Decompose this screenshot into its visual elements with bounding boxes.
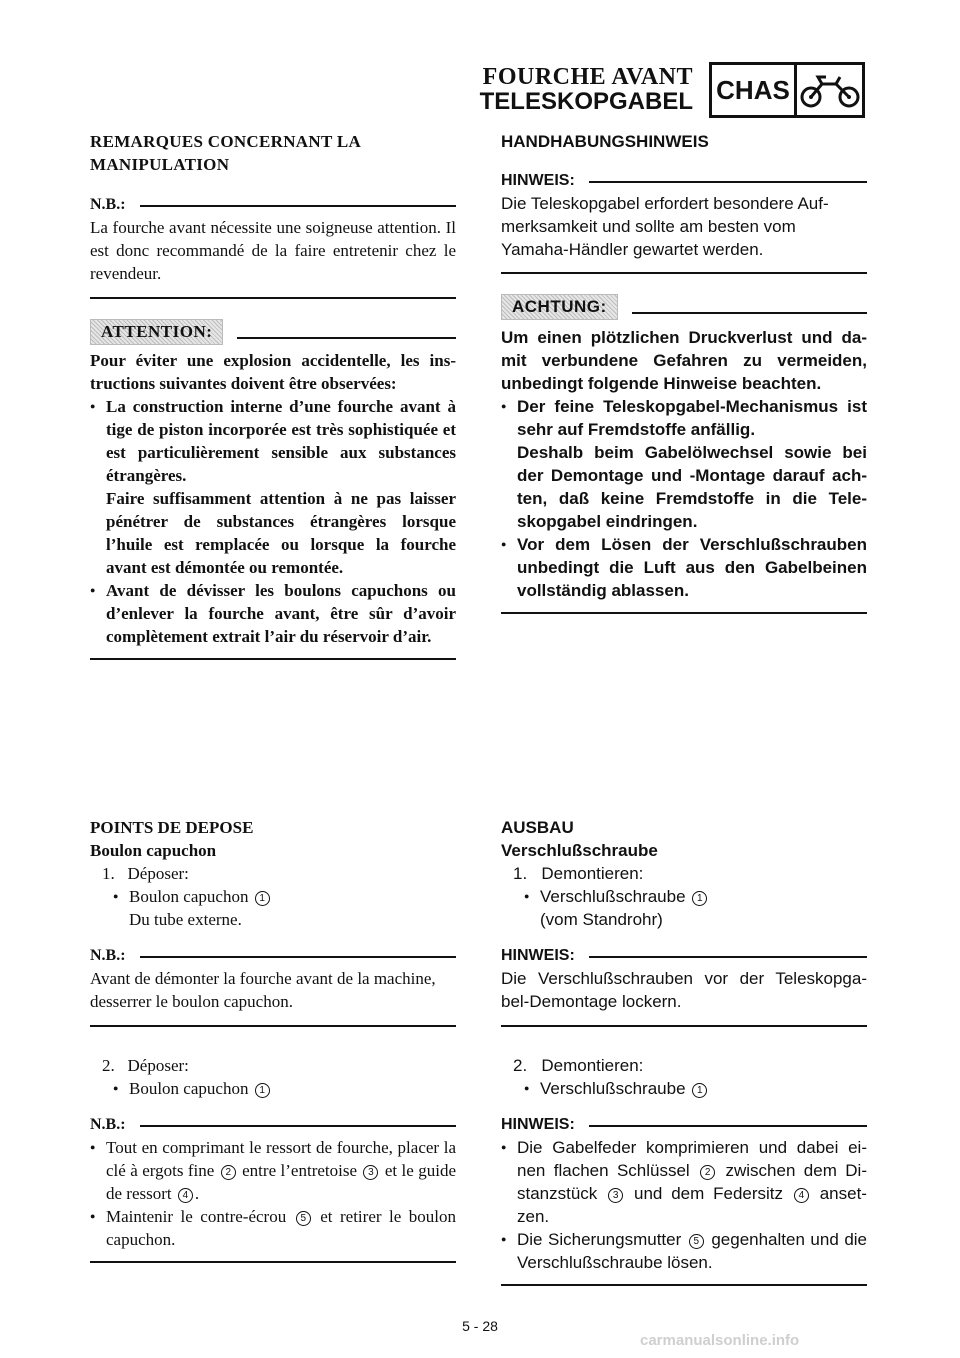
callout-number: 2 [221,1165,236,1180]
de-step-2-item [501,1077,867,1100]
de-note1-header [501,945,867,967]
fr-note2-label: N.B.: [90,1116,126,1133]
divider [501,272,867,274]
de-step-2-number: 2. [513,1056,528,1075]
page-number: 5 - 28 [462,1318,498,1334]
callout-number: 5 [689,1234,704,1249]
de-handling-section [501,130,867,614]
fr-step-1-verb: Déposer: [127,864,189,883]
watermark: carmanualsonline.info [640,1332,800,1349]
fr-note2-b1-text-c: et le guide de ressort [106,1161,457,1203]
fr-step-2-item-label: Boulon capuchon [129,1079,249,1098]
fr-step-1-number: 1. [102,864,115,883]
callout-number: 3 [608,1188,623,1203]
de-note2-bullet-2 [501,1228,867,1274]
de-note1-label: HINWEIS: [501,947,575,964]
de-note2-b1-text-a: Die Gabelfeder komprimieren und dabei ei-nen flachen Schlüssel [517,1138,867,1180]
de-note2-b1-text-b: zwischen dem Di-stanzstück [517,1161,867,1203]
fr-step-2-item [90,1077,456,1100]
de-step-1-item-label: Verschlußschraube [540,887,686,906]
divider [501,612,867,614]
fr-step-2 [90,1054,456,1077]
fr-note-label: N.B.: [90,196,126,213]
de-attention-header [501,292,867,322]
fr-handling-heading: REMARQUES CONCERNANT LA MANIPULATION [90,132,361,174]
de-removal-subheading: Verschlußschraube [501,841,658,860]
fr-note1-text: Avant de démonter la fourche avant de la machine, desserrer le boulon capuchon. [90,969,436,1011]
de-step-1-item [501,885,867,908]
section-code: CHAS [712,65,797,115]
de-step-1-detail: (vom Standrohr) [540,910,663,929]
fr-note1-header [90,945,456,967]
fr-note2-bullet-2 [90,1205,456,1251]
de-removal-section [501,816,867,1286]
fr-step-2-verb: Déposer: [127,1056,189,1075]
fr-step-2-number: 2. [102,1056,115,1075]
de-attention-bullet-2: ● Vor dem Lösen der Verschlußschrauben unbedingt die Luft aus den Gabelbeinen vollständig ablassen. [501,533,867,602]
callout-number: 1 [255,1083,270,1098]
callout-number: 3 [363,1165,378,1180]
de-note2-b1-text-c: und dem Federsitz [634,1184,784,1203]
fr-step-1-item [90,885,456,908]
header-title-de: TELESKOPGABEL [479,88,693,115]
divider [90,297,456,299]
fr-note2-b2-text-a: Maintenir le contre-écrou [106,1207,287,1226]
de-note-text: Die Teleskopgabel erfordert besondere Auf-merksamkeit und sollte am besten vom Yamaha-Händler gewartet werden. [501,194,829,259]
de-step-1-number: 1. [513,864,528,883]
motorcycle-icon [797,65,862,115]
divider [501,1025,867,1027]
de-note-header [501,170,867,192]
fr-attention-header [90,317,456,347]
callout-number: 1 [255,891,270,906]
section-badge [709,62,865,118]
de-attention-bullet-1: ● Der feine Teleskopgabel-Mechanismus ist sehr auf Fremdstoffe anfällig. [501,395,867,441]
divider [589,1125,867,1127]
divider [589,956,867,958]
divider [90,1261,456,1263]
fr-removal-section [90,816,456,1263]
fr-note-text: La fourche avant nécessite une soigneuse attention. Il est donc recommandé de la faire entretenir chez le revendeur. [90,218,456,283]
fr-note2-b1-text-d: . [194,1184,200,1203]
callout-number: 1 [692,1083,707,1098]
fr-attention-bullet-1: ● La construction interne d’une fourche avant à tige de piston incorporée est très sophistiquée et est particulièrement sensible aux substances étrangères. [90,395,456,487]
divider [90,658,456,660]
divider [632,312,867,314]
fr-attention-bullet-1-cont: Faire suffisamment attention à ne pas laisser pénétrer de substances étrangères lorsque l’huile est remplacée ou lorsque la fourche avant est démontée ou remontée. [106,489,456,577]
de-step-1-verb: Demontieren: [541,864,644,883]
de-note-label: HINWEIS: [501,172,575,189]
divider [140,956,456,958]
de-attention-label: ACHTUNG: [501,294,618,320]
divider [90,1025,456,1027]
callout-number: 2 [700,1165,715,1180]
de-removal-heading: AUSBAU [501,818,574,837]
de-note2-header [501,1114,867,1136]
divider [140,1125,456,1127]
de-step-2 [501,1054,867,1077]
fr-note2-b1-text-b: entre l’entretoise [242,1161,358,1180]
callout-number: 4 [794,1188,809,1203]
callout-number: 1 [692,891,707,906]
de-note2-b2-text-a: Die Sicherungsmutter [517,1230,682,1249]
fr-note2-header [90,1114,456,1136]
de-step-2-item-label: Verschlußschraube [540,1079,686,1098]
de-note1-text: Die Verschlußschrauben vor der Teleskopga-bel-Demontage lockern. [501,969,867,1011]
fr-step-1 [90,862,456,885]
fr-note-header [90,194,456,216]
de-attention-intro: Um einen plötzlichen Druckverlust und da-mit verbundene Gefahren zu vermeiden, unbedingt folgende Hinweise beachten. [501,328,867,393]
header-title-fr: FOURCHE AVANT [482,64,693,90]
fr-handling-section [90,130,456,660]
fr-removal-subheading: Boulon capuchon [90,841,217,860]
fr-step-1-detail: Du tube externe. [129,910,242,929]
de-step-1 [501,862,867,885]
fr-note1-label: N.B.: [90,947,126,964]
divider [140,205,456,207]
de-attention-bullet-1-cont: Deshalb beim Gabelölwechsel sowie bei der Demontage und -Montage darauf ach-ten, daß keine Fremdstoffe in die Tele-skopgabel eindringen. [517,443,867,531]
fr-attention-label: ATTENTION: [90,319,223,345]
de-handling-heading: HANDHABUNGSHINWEIS [501,132,709,151]
callout-number: 5 [296,1211,311,1226]
de-note2-bullet-1 [501,1136,867,1228]
fr-note2-b2-text-b: et retirer le boulon capuchon. [106,1207,457,1249]
divider [237,337,456,339]
de-note2-label: HINWEIS: [501,1116,575,1133]
fr-attention-intro: Pour éviter une explosion accidentelle, les ins-tructions suivantes doivent être observées: [90,351,456,393]
de-note2-b1-text-d: anset-zen. [517,1184,867,1226]
fr-attention-bullet-2: ● Avant de dévisser les boulons capuchons ou d’enlever la fourche avant, être sûr d’avoir complètement extrait l’air du réservoir d’air. [90,579,456,648]
divider [589,181,867,183]
fr-note2-bullet-1 [90,1136,456,1205]
callout-number: 4 [178,1188,193,1203]
de-note2-b2-text-b: gegenhalten und die Verschlußschraube lösen. [517,1230,868,1272]
de-step-2-verb: Demontieren: [541,1056,644,1075]
fr-removal-heading: POINTS DE DEPOSE [90,818,254,837]
divider [501,1284,867,1286]
fr-note2-b1-text-a: Tout en comprimant le ressort de fourche, placer la clé à ergots fine [106,1138,456,1180]
fr-step-1-item-label: Boulon capuchon [129,887,249,906]
